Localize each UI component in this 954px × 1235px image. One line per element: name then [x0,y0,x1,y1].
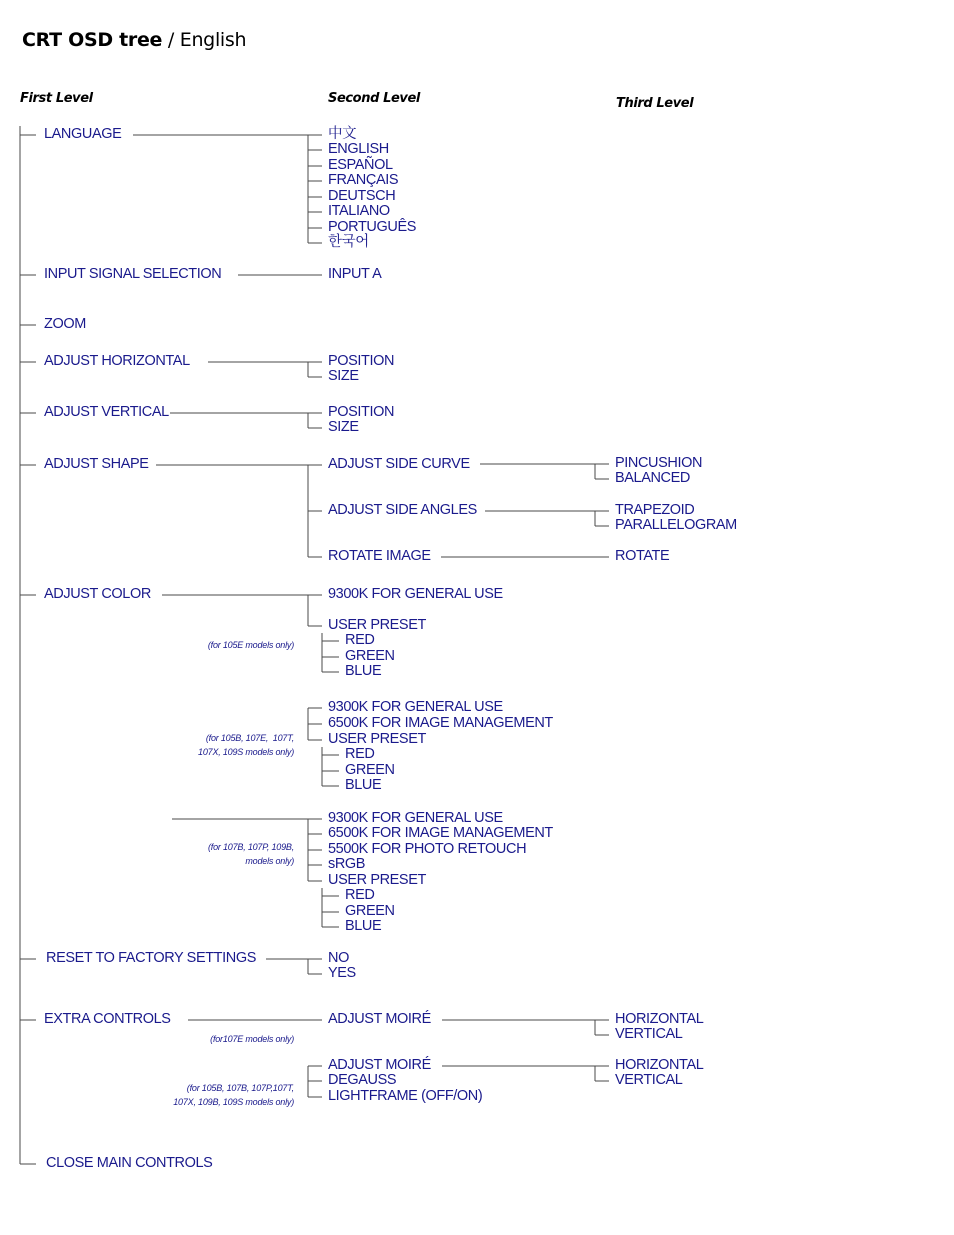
color-b-sub-item: BLUE [345,777,382,794]
angles-item: TRAPEZOID [615,502,695,519]
color-b-item: USER PRESET [328,731,426,748]
extra-b-third-item: VERTICAL [615,1072,683,1089]
extra-b-third-item: HORIZONTAL [615,1057,704,1074]
extra-b-item: ADJUST MOIRÉ [328,1057,431,1074]
input-item: INPUT A [328,266,382,283]
language-item: DEUTSCH [328,188,396,205]
color-b-sub-item: RED [345,746,375,763]
extra-a-model-note: (for107E models only) [210,1034,294,1044]
color-b-sub-item: GREEN [345,762,395,779]
color-c-item: USER PRESET [328,872,426,889]
curve-item: BALANCED [615,470,690,487]
color-b-item: 6500K FOR IMAGE MANAGEMENT [328,715,553,732]
color-b-model-note: (for 105B, 107E, 107T, 107X, 109S models only) [198,733,294,757]
color-c-item: 6500K FOR IMAGE MANAGEMENT [328,825,553,842]
extra-a-third-item: VERTICAL [615,1026,683,1043]
language-item: ITALIANO [328,203,390,220]
vertical-item: POSITION [328,404,395,421]
first-level-item: EXTRA CONTROLS [44,1011,171,1028]
page-title [22,31,246,50]
horizontal-item: POSITION [328,353,395,370]
extra-b-item: LIGHTFRAME (OFF/ON) [328,1088,483,1105]
shape-item: ROTATE IMAGE [328,548,431,565]
header-first-level: First Level [20,90,93,106]
first-level-item: LANGUAGE [44,126,122,143]
extra-b-item: DEGAUSS [328,1072,397,1089]
reset-item: YES [328,965,356,982]
color-c-item: sRGB [328,856,366,873]
shape-item: ADJUST SIDE ANGLES [328,502,477,519]
color-c-sub-item: BLUE [345,918,382,935]
header-second-level: Second Level [328,90,420,106]
angles-item: PARALLELOGRAM [615,517,737,534]
vertical-item: SIZE [328,419,359,436]
shape-item: ADJUST SIDE CURVE [328,456,470,473]
color-c-model-note: (for 107B, 107P, 109B, models only) [208,842,294,866]
color-a-sub-item: GREEN [345,648,395,665]
extra-a-third-item: HORIZONTAL [615,1011,704,1028]
first-level-item: INPUT SIGNAL SELECTION [44,266,222,283]
color-c-item: 5500K FOR PHOTO RETOUCH [328,841,527,858]
language-item: 中文 [328,126,357,143]
color-c-sub-item: GREEN [345,903,395,920]
color-a-user-preset: USER PRESET [328,617,426,634]
page-title-bold: CRT OSD tree [22,29,163,51]
first-level-item: ADJUST VERTICAL [44,404,169,421]
first-level-item: ZOOM [44,316,86,333]
extra-a-item: ADJUST MOIRÉ [328,1011,431,1028]
first-level-item: ADJUST COLOR [44,586,151,603]
reset-item: NO [328,950,349,967]
color-c-item: 9300K FOR GENERAL USE [328,810,503,827]
first-level-item: ADJUST SHAPE [44,456,149,473]
color-a-sub-item: RED [345,632,375,649]
color-c-sub-item: RED [345,887,375,904]
extra-b-model-note: (for 105B, 107B, 107P,107T, 107X, 109B, 109S models only) [173,1083,294,1107]
first-level-item: CLOSE MAIN CONTROLS [46,1155,213,1172]
curve-item: PINCUSHION [615,455,703,472]
color-a-general: 9300K FOR GENERAL USE [328,586,503,603]
header-third-level: Third Level [616,95,694,111]
language-item: 한국어 [328,234,369,251]
color-a-model-note: (for 105E models only) [207,640,294,650]
first-level-item: ADJUST HORIZONTAL [44,353,190,370]
first-level-item: RESET TO FACTORY SETTINGS [46,950,256,967]
color-a-sub-item: BLUE [345,663,382,680]
horizontal-item: SIZE [328,368,359,385]
language-item: ESPAÑOL [328,157,393,174]
language-item: ENGLISH [328,141,389,158]
rotate-item: ROTATE [615,548,670,565]
page-title-language: / English [162,29,247,51]
language-item: FRANÇAIS [328,172,399,189]
language-item: PORTUGUÊS [328,219,416,236]
color-b-item: 9300K FOR GENERAL USE [328,699,503,716]
